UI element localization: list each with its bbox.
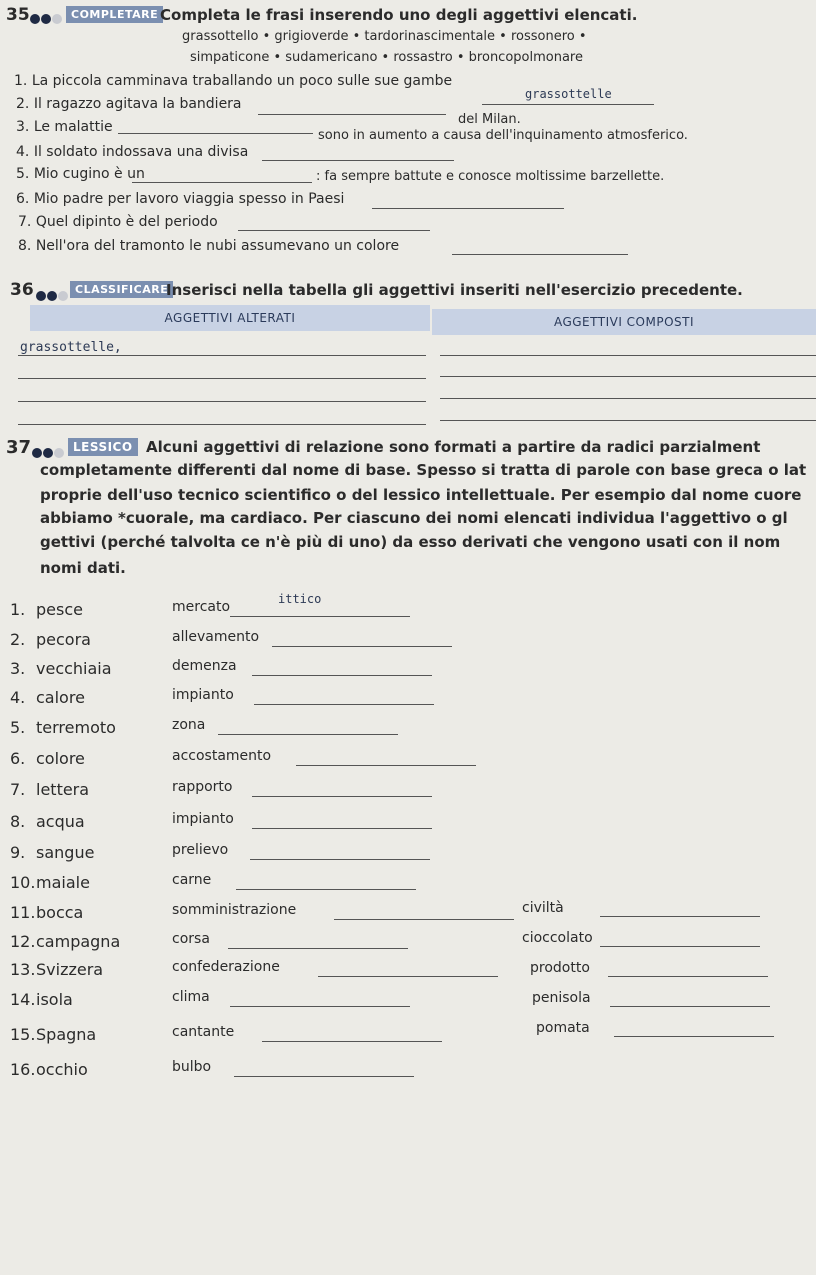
item-noun-text: lettera [36, 780, 90, 799]
table-line[interactable] [18, 378, 426, 379]
exercise-36-instruction: Inserisci nella tabella gli aggettivi inseriti nell'esercizio precedente. [166, 281, 743, 299]
item-phrase: mercato [172, 599, 231, 615]
answer-line[interactable] [452, 254, 628, 255]
answer-line[interactable] [262, 160, 454, 161]
exercise-36-tag: CLASSIFICARE [70, 281, 173, 298]
item-noun-text: campagna [36, 932, 121, 951]
paragraph-line-1: Alcuni aggettivi di relazione sono formati a partire da radici parzialment [146, 438, 761, 456]
item-phrase: clima [172, 989, 210, 1005]
answer-line[interactable] [610, 1006, 770, 1007]
item-phrase: demenza [172, 658, 237, 674]
item-noun: 10. [10, 873, 36, 892]
paragraph-line-6: nomi dati. [40, 559, 126, 577]
item-noun: 8. [10, 812, 26, 831]
item-phrase: rapporto [172, 779, 233, 795]
item-noun: 13. [10, 960, 36, 979]
exercise-36-number: 36 [10, 280, 34, 300]
dot-icon [54, 448, 64, 458]
difficulty-dots [30, 8, 63, 27]
item-noun-text: acqua [36, 812, 85, 831]
item-noun: 1. [10, 600, 26, 619]
item-noun: 5. [10, 718, 26, 737]
answer-line[interactable] [238, 230, 430, 231]
extra-word: prodotto [530, 960, 590, 976]
answer-line[interactable] [614, 1036, 774, 1037]
sentence-1: 1. La piccola camminava traballando un poco sulle sue gambe [14, 73, 453, 89]
answer-line[interactable] [262, 1041, 442, 1042]
item-phrase: accostamento [172, 748, 272, 764]
item-noun: 12. [10, 932, 36, 951]
sentence-3-end: sono in aumento a causa dell'inquinamento atmosferico. [318, 128, 688, 143]
item-phrase: corsa [172, 931, 210, 947]
item-noun-text: maiale [36, 873, 90, 892]
answer-line[interactable] [296, 765, 476, 766]
item-noun-text: vecchiaia [36, 659, 112, 678]
answer-line[interactable] [236, 889, 416, 890]
exercise-35-instruction: Completa le frasi inserendo uno degli aggettivi elencati. [160, 6, 638, 24]
item-noun-text: Spagna [36, 1025, 97, 1044]
sentence-5: 5. Mio cugino è un [16, 166, 145, 182]
handwritten-entry: grassottelle, [20, 340, 122, 355]
sentence-2-end: del Milan. [458, 112, 521, 127]
item-noun: 7. [10, 780, 26, 799]
table-line[interactable] [18, 401, 426, 402]
answer-line[interactable] [608, 976, 768, 977]
difficulty-dots [32, 442, 65, 461]
answer-line[interactable] [132, 182, 312, 183]
handwritten-answer: grassottelle [525, 87, 612, 101]
dot-icon [58, 291, 68, 301]
item-phrase: somministrazione [172, 902, 297, 918]
item-noun-text: sangue [36, 843, 95, 862]
table-line[interactable] [440, 420, 816, 421]
dot-icon [41, 14, 51, 24]
handwritten-answer: ittico [278, 592, 322, 606]
exercise-35-tag: COMPLETARE [66, 6, 163, 23]
answer-line[interactable] [600, 946, 760, 947]
answer-line[interactable] [254, 704, 434, 705]
item-noun: 6. [10, 749, 26, 768]
dot-icon [30, 14, 40, 24]
item-noun: 16. [10, 1060, 36, 1079]
item-noun: 2. [10, 630, 26, 649]
column-header-alterati: AGGETTIVI ALTERATI [30, 305, 430, 331]
answer-line[interactable] [234, 1076, 414, 1077]
sentence-3: 3. Le malattie [16, 119, 113, 135]
answer-line[interactable] [272, 646, 452, 647]
exercise-37-tag: LESSICO [68, 438, 138, 456]
answer-line[interactable] [230, 1006, 410, 1007]
answer-line[interactable] [252, 675, 432, 676]
item-phrase: impianto [172, 811, 234, 827]
column-header-composti: AGGETTIVI COMPOSTI [432, 309, 816, 335]
sentence-8: 8. Nell'ora del tramonto le nubi assumevano un colore [18, 238, 400, 254]
item-noun-text: colore [36, 749, 85, 768]
dot-icon [32, 448, 42, 458]
word-bank-line-1: grassottello • grigioverde • tardorinascimentale • rossonero • [182, 29, 587, 44]
table-line[interactable] [440, 376, 816, 377]
item-noun: 3. [10, 659, 26, 678]
item-phrase: prelievo [172, 842, 229, 858]
sentence-2: 2. Il ragazzo agitava la bandiera [16, 96, 242, 112]
item-noun: 4. [10, 688, 26, 707]
item-noun-text: terremoto [36, 718, 116, 737]
exercise-35-number: 35 [6, 5, 30, 25]
answer-line[interactable] [118, 133, 313, 134]
answer-line[interactable] [258, 114, 446, 115]
item-phrase: carne [172, 872, 212, 888]
table-line[interactable] [440, 398, 816, 399]
paragraph-line-5: gettivi (perché talvolta ce n'è più di uno) da esso derivati che vengono usati con il nom [40, 533, 781, 551]
answer-line[interactable] [250, 859, 430, 860]
item-noun-text: bocca [36, 903, 84, 922]
answer-line[interactable] [230, 616, 410, 617]
dot-icon [43, 448, 53, 458]
answer-line[interactable] [252, 796, 432, 797]
answer-line[interactable] [334, 919, 514, 920]
item-noun: 11. [10, 903, 36, 922]
item-noun-text: isola [36, 990, 73, 1009]
item-noun-text: pesce [36, 600, 83, 619]
item-noun-text: Svizzera [36, 960, 104, 979]
sentence-6: 6. Mio padre per lavoro viaggia spesso in Paesi [16, 191, 345, 207]
table-line[interactable] [18, 424, 426, 425]
answer-line[interactable] [482, 104, 654, 105]
word-bank-line-2: simpaticone • sudamericano • rossastro • broncopolmonare [190, 50, 583, 65]
exercise-37-number: 37 [6, 437, 32, 458]
answer-line[interactable] [218, 734, 398, 735]
answer-line[interactable] [228, 948, 408, 949]
sentence-7: 7. Quel dipinto è del periodo [18, 214, 218, 230]
sentence-4: 4. Il soldato indossava una divisa [16, 144, 249, 160]
dot-icon [36, 291, 46, 301]
paragraph-line-2: completamente differenti dal nome di base. Spesso si tratta di parole con base greca o lat [40, 461, 807, 479]
table-line[interactable] [440, 355, 816, 356]
paragraph-line-3: proprie dell'uso tecnico scientifico o del lessico intellettuale. Per esempio dal nome cuore [40, 486, 802, 504]
dot-icon [52, 14, 62, 24]
answer-line[interactable] [600, 916, 760, 917]
item-phrase: allevamento [172, 629, 260, 645]
item-noun-text: occhio [36, 1060, 88, 1079]
difficulty-dots [36, 285, 69, 304]
extra-word: civiltà [522, 900, 564, 916]
item-noun: 15. [10, 1025, 36, 1044]
item-phrase: zona [172, 717, 206, 733]
extra-word: cioccolato [522, 930, 593, 946]
answer-line[interactable] [372, 208, 564, 209]
item-noun-text: calore [36, 688, 85, 707]
answer-line[interactable] [318, 976, 498, 977]
item-noun: 14. [10, 990, 36, 1009]
item-phrase: impianto [172, 687, 234, 703]
extra-word: pomata [536, 1020, 590, 1036]
paragraph-line-4: abbiamo *cuorale, ma cardiaco. Per ciascuno dei nomi elencati individua l'aggettivo o gl [40, 509, 788, 527]
dot-icon [47, 291, 57, 301]
item-phrase: confederazione [172, 959, 280, 975]
answer-line[interactable] [252, 828, 432, 829]
item-phrase: bulbo [172, 1059, 212, 1075]
item-noun: 9. [10, 843, 26, 862]
extra-word: penisola [532, 990, 591, 1006]
sentence-5-end: : fa sempre battute e conosce moltissime barzellette. [316, 169, 665, 184]
table-line[interactable] [18, 355, 426, 356]
item-noun-text: pecora [36, 630, 91, 649]
item-phrase: cantante [172, 1024, 235, 1040]
